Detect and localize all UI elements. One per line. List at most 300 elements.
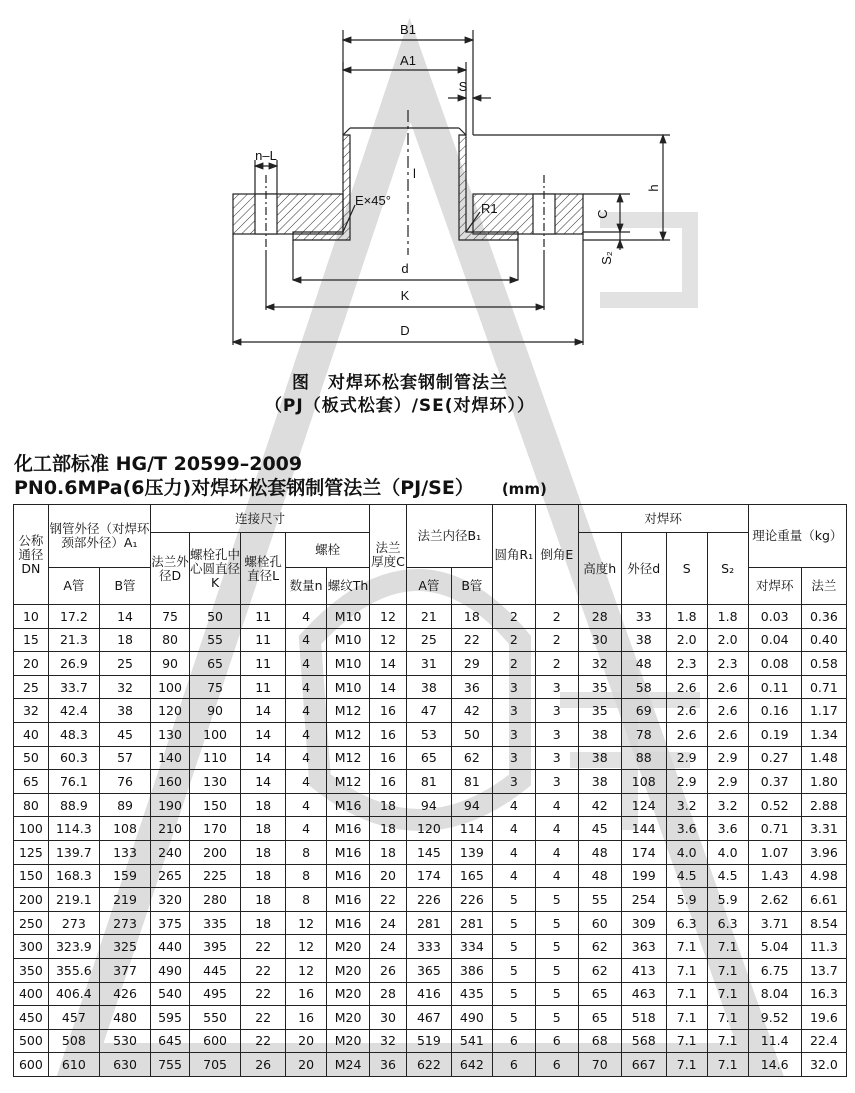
table-cell: M24 <box>327 1053 370 1077</box>
table-cell: 6.3 <box>707 911 748 935</box>
table-cell: 120 <box>151 699 190 723</box>
table-cell: 5 <box>535 982 578 1006</box>
table-cell: M16 <box>327 793 370 817</box>
table-cell: 4 <box>286 770 327 794</box>
table-cell: 150 <box>14 864 49 888</box>
table-cell: 50 <box>14 746 49 770</box>
table-cell: 4 <box>286 793 327 817</box>
table-cell: 1.48 <box>801 746 846 770</box>
table-cell: 11 <box>241 605 286 629</box>
table-cell: 5 <box>492 935 535 959</box>
table-cell: 21 <box>406 605 451 629</box>
table-cell: 7.1 <box>707 1006 748 1030</box>
table-cell: 11 <box>241 628 286 652</box>
table-cell: 14 <box>241 770 286 794</box>
table-cell: 7.1 <box>707 958 748 982</box>
table-cell: 20 <box>286 1029 327 1053</box>
table-cell: 53 <box>406 722 451 746</box>
table-cell: 32 <box>14 699 49 723</box>
table-cell: M20 <box>327 1029 370 1053</box>
table-cell: 11 <box>241 675 286 699</box>
table-cell: 100 <box>151 675 190 699</box>
table-cell: 16 <box>286 1006 327 1030</box>
table-cell: 22 <box>241 982 286 1006</box>
table-row <box>14 652 847 676</box>
table-cell: 518 <box>621 1006 666 1030</box>
table-cell: 55 <box>189 628 240 652</box>
table-cell: 18 <box>241 911 286 935</box>
table-cell: 2 <box>492 652 535 676</box>
table-row <box>14 793 847 817</box>
table-cell: 25 <box>99 652 150 676</box>
label-c: C <box>595 209 610 219</box>
table-cell: 24 <box>370 935 407 959</box>
table-cell: 1.07 <box>748 840 801 864</box>
table-cell: 4 <box>286 675 327 699</box>
table-cell: 94 <box>451 793 492 817</box>
table-cell: 508 <box>48 1029 99 1053</box>
table-cell: 4.0 <box>707 840 748 864</box>
table-cell: 3 <box>535 675 578 699</box>
table-cell: M20 <box>327 982 370 1006</box>
table-cell: 42 <box>451 699 492 723</box>
header-weight: 理论重量（kg） <box>748 505 846 568</box>
table-cell: 600 <box>14 1053 49 1077</box>
table-cell: 139.7 <box>48 840 99 864</box>
table-cell: 22.4 <box>801 1029 846 1053</box>
table-cell: 0.37 <box>748 770 801 794</box>
table-cell: 32.0 <box>801 1053 846 1077</box>
table-cell: 3.6 <box>707 817 748 841</box>
table-cell: 2 <box>492 628 535 652</box>
table-cell: 18 <box>370 840 407 864</box>
table-cell: 14.6 <box>748 1053 801 1077</box>
left-flange-section <box>233 194 343 234</box>
table-cell: 406.4 <box>48 982 99 1006</box>
table-cell: 2 <box>535 628 578 652</box>
table-cell: 2 <box>492 605 535 629</box>
table-cell: 190 <box>151 793 190 817</box>
table-cell: 4 <box>286 722 327 746</box>
table-body <box>14 605 847 1077</box>
table-cell: 3.31 <box>801 817 846 841</box>
table-cell: 273 <box>99 911 150 935</box>
table-cell: 42 <box>578 793 621 817</box>
table-cell: 365 <box>406 958 451 982</box>
table-cell: 90 <box>189 699 240 723</box>
table-cell: 16 <box>370 746 407 770</box>
table-cell: 2.6 <box>666 675 707 699</box>
table-cell: 413 <box>621 958 666 982</box>
header-ring-h: 高度h <box>578 533 621 605</box>
table-cell: 7.1 <box>666 1029 707 1053</box>
table-cell: 65 <box>578 982 621 1006</box>
table-cell: 47 <box>406 699 451 723</box>
figure-caption: 图 对焊环松套钢制管法兰 <box>292 373 508 393</box>
table-cell: 550 <box>189 1006 240 1030</box>
label-k: K <box>400 288 410 303</box>
table-cell: 45 <box>578 817 621 841</box>
table-cell: 355.6 <box>48 958 99 982</box>
table-cell: 4 <box>535 793 578 817</box>
table-cell: 120 <box>406 817 451 841</box>
table-cell: 3 <box>535 746 578 770</box>
table-cell: 3 <box>535 770 578 794</box>
table-cell: 12 <box>286 935 327 959</box>
header-pipe-a: A管 <box>48 568 99 605</box>
table-cell: M12 <box>327 770 370 794</box>
table-cell: 4 <box>492 840 535 864</box>
table-cell: 7.1 <box>666 982 707 1006</box>
table-cell: 33 <box>621 605 666 629</box>
table-cell: 33.7 <box>48 675 99 699</box>
header-weight-flange: 法兰 <box>801 568 846 605</box>
table-cell: 6 <box>492 1053 535 1077</box>
table-cell: 50 <box>189 605 240 629</box>
table-cell: 19.6 <box>801 1006 846 1030</box>
table-cell: 81 <box>451 770 492 794</box>
header-e: 倒角E <box>535 505 578 605</box>
table-cell: 309 <box>621 911 666 935</box>
table-cell: M16 <box>327 864 370 888</box>
table-cell: 18 <box>370 817 407 841</box>
table-cell: 80 <box>151 628 190 652</box>
table-cell: 2.0 <box>666 628 707 652</box>
table-cell: 3 <box>535 699 578 723</box>
header-bore-b: B管 <box>451 568 492 605</box>
table-cell: 7.1 <box>666 935 707 959</box>
table-cell: 81 <box>406 770 451 794</box>
header-bolt-circle: 螺栓孔中心圆直径K <box>189 533 240 605</box>
header-dn: 公称通径DN <box>14 505 49 605</box>
table-cell: 108 <box>621 770 666 794</box>
table-cell: 219.1 <box>48 888 99 912</box>
table-cell: 31 <box>406 652 451 676</box>
header-bore: 法兰内径B₁ <box>406 505 492 568</box>
table-cell: 110 <box>189 746 240 770</box>
table-cell: 25 <box>14 675 49 699</box>
table-cell: 38 <box>578 722 621 746</box>
table-row <box>14 1029 847 1053</box>
table-cell: 114.3 <box>48 817 99 841</box>
table-cell: 334 <box>451 935 492 959</box>
table-cell: 4 <box>535 864 578 888</box>
table-cell: 14 <box>370 675 407 699</box>
label-nl: n–L <box>255 148 277 163</box>
table-title-text: PN0.6MPa(6压力)对焊环松套钢制管法兰（PJ/SE） <box>14 477 474 499</box>
table-cell: 11 <box>241 652 286 676</box>
table-cell: 0.36 <box>801 605 846 629</box>
table-cell: 4 <box>286 628 327 652</box>
table-cell: 6 <box>535 1053 578 1077</box>
table-cell: 490 <box>151 958 190 982</box>
table-cell: 75 <box>151 605 190 629</box>
table-cell: 150 <box>189 793 240 817</box>
table-cell: 108 <box>99 817 150 841</box>
table-cell: 0.27 <box>748 746 801 770</box>
table-cell: 3.96 <box>801 840 846 864</box>
table-cell: 610 <box>48 1053 99 1077</box>
table-cell: 48 <box>578 864 621 888</box>
table-cell: 5 <box>535 958 578 982</box>
table-cell: 48 <box>578 840 621 864</box>
table-cell: 5 <box>492 911 535 935</box>
table-cell: 400 <box>14 982 49 1006</box>
table-cell: 145 <box>406 840 451 864</box>
table-cell: 7.1 <box>707 982 748 1006</box>
table-cell: 174 <box>621 840 666 864</box>
table-cell: 50 <box>451 722 492 746</box>
table-cell: 130 <box>151 722 190 746</box>
header-ring: 对焊环 <box>578 505 748 533</box>
table-cell: 21.3 <box>48 628 99 652</box>
table-cell: 0.11 <box>748 675 801 699</box>
table-cell: 18 <box>241 864 286 888</box>
table-cell: 386 <box>451 958 492 982</box>
table-cell: 541 <box>451 1029 492 1053</box>
table-cell: 36 <box>370 1053 407 1077</box>
table-cell: 3 <box>492 770 535 794</box>
table-cell: 65 <box>578 1006 621 1030</box>
table-cell: 265 <box>151 864 190 888</box>
table-cell: 1.34 <box>801 722 846 746</box>
table-cell: 18 <box>370 793 407 817</box>
header-bolt: 螺栓 <box>286 533 370 568</box>
table-cell: 6.61 <box>801 888 846 912</box>
table-cell: 14 <box>241 722 286 746</box>
table-cell: 38 <box>406 675 451 699</box>
table-cell: 62 <box>578 958 621 982</box>
table-cell: 568 <box>621 1029 666 1053</box>
table-cell: 5 <box>535 911 578 935</box>
table-cell: 0.58 <box>801 652 846 676</box>
table-cell: 26 <box>241 1053 286 1077</box>
table-row <box>14 605 847 629</box>
table-cell: 5 <box>492 982 535 1006</box>
table-cell: 2.9 <box>666 746 707 770</box>
table-cell: 645 <box>151 1029 190 1053</box>
table-cell: 170 <box>189 817 240 841</box>
table-cell: 12 <box>370 605 407 629</box>
table-cell: 8 <box>286 888 327 912</box>
table-cell: M20 <box>327 958 370 982</box>
table-cell: M20 <box>327 935 370 959</box>
flange-drawing <box>0 0 855 360</box>
table-cell: 426 <box>99 982 150 1006</box>
table-cell: 11.4 <box>748 1029 801 1053</box>
table-cell: 65 <box>189 652 240 676</box>
table-row <box>14 888 847 912</box>
table-cell: 76.1 <box>48 770 99 794</box>
table-cell: 125 <box>14 840 49 864</box>
table-cell: 280 <box>189 888 240 912</box>
table-cell: 140 <box>151 746 190 770</box>
table-cell: 2 <box>535 605 578 629</box>
table-cell: 78 <box>621 722 666 746</box>
table-cell: 540 <box>151 982 190 1006</box>
table-cell: 225 <box>189 864 240 888</box>
table-cell: 281 <box>406 911 451 935</box>
table-cell: 69 <box>621 699 666 723</box>
table-cell: 130 <box>189 770 240 794</box>
label-dd: D <box>400 323 410 338</box>
table-cell: 35 <box>578 699 621 723</box>
table-row <box>14 935 847 959</box>
table-cell: 4 <box>286 746 327 770</box>
table-cell: 199 <box>621 864 666 888</box>
table-cell: M12 <box>327 722 370 746</box>
table-cell: 500 <box>14 1029 49 1053</box>
table-cell: 226 <box>451 888 492 912</box>
table-cell: 55 <box>578 888 621 912</box>
table-cell: 70 <box>578 1053 621 1077</box>
table-cell: 3.2 <box>666 793 707 817</box>
table-cell: 60 <box>578 911 621 935</box>
table-cell: 2.3 <box>707 652 748 676</box>
table-cell: 20 <box>14 652 49 676</box>
table-cell: 219 <box>99 888 150 912</box>
table-cell: 17.2 <box>48 605 99 629</box>
table-cell: M10 <box>327 605 370 629</box>
table-cell: 2.6 <box>707 675 748 699</box>
table-cell: 35 <box>578 675 621 699</box>
table-cell: 4 <box>492 817 535 841</box>
table-row <box>14 864 847 888</box>
table-cell: 622 <box>406 1053 451 1077</box>
table-cell: 1.8 <box>666 605 707 629</box>
table-cell: 57 <box>99 746 150 770</box>
header-thickness: 法兰厚度C <box>370 505 407 605</box>
table-cell: 1.17 <box>801 699 846 723</box>
table-cell: 281 <box>451 911 492 935</box>
table-cell: 16 <box>370 699 407 723</box>
table-cell: 0.71 <box>748 817 801 841</box>
table-cell: 2.3 <box>666 652 707 676</box>
table-row <box>14 911 847 935</box>
table-cell: M16 <box>327 840 370 864</box>
table-cell: 18 <box>241 793 286 817</box>
table-cell: 667 <box>621 1053 666 1077</box>
header-pipe-od: 钢管外径（对焊环颈部外径）A₁ <box>48 505 150 568</box>
table-cell: 5 <box>535 1006 578 1030</box>
label-d: d <box>401 261 409 276</box>
table-cell: 4.98 <box>801 864 846 888</box>
table-cell: 2.88 <box>801 793 846 817</box>
table-cell: 168.3 <box>48 864 99 888</box>
table-cell: 5 <box>492 1006 535 1030</box>
table-cell: 62 <box>451 746 492 770</box>
table-cell: 32 <box>578 652 621 676</box>
table-cell: M10 <box>327 628 370 652</box>
table-cell: 88.9 <box>48 793 99 817</box>
table-row <box>14 982 847 1006</box>
table-cell: 8.54 <box>801 911 846 935</box>
table-cell: 4.5 <box>707 864 748 888</box>
table-cell: 36 <box>451 675 492 699</box>
flange-dimension-table <box>13 504 847 1077</box>
table-cell: 20 <box>370 864 407 888</box>
table-cell: 2.6 <box>666 722 707 746</box>
table-cell: 240 <box>151 840 190 864</box>
table-cell: 375 <box>151 911 190 935</box>
table-cell: 30 <box>578 628 621 652</box>
table-cell: 48.3 <box>48 722 99 746</box>
table-cell: 94 <box>406 793 451 817</box>
table-cell: 12 <box>286 911 327 935</box>
table-cell: 0.08 <box>748 652 801 676</box>
table-cell: 3 <box>492 722 535 746</box>
table-cell: 22 <box>241 958 286 982</box>
table-cell: 18 <box>99 628 150 652</box>
table-cell: 22 <box>370 888 407 912</box>
table-cell: 200 <box>189 840 240 864</box>
table-cell: 58 <box>621 675 666 699</box>
table-cell: 273 <box>48 911 99 935</box>
table-cell: 0.19 <box>748 722 801 746</box>
table-cell: 8 <box>286 864 327 888</box>
header-bore-a: A管 <box>406 568 451 605</box>
table-cell: M16 <box>327 888 370 912</box>
header-flange-od: 法兰外径D <box>151 533 190 605</box>
table-cell: 333 <box>406 935 451 959</box>
table-cell: 89 <box>99 793 150 817</box>
table-cell: 32 <box>370 1029 407 1053</box>
table-cell: 20 <box>286 1053 327 1077</box>
table-cell: 65 <box>406 746 451 770</box>
table-cell: 250 <box>14 911 49 935</box>
table-cell: 5.9 <box>666 888 707 912</box>
table-cell: 467 <box>406 1006 451 1030</box>
table-cell: 18 <box>241 817 286 841</box>
header-weight-ring: 对焊环 <box>748 568 801 605</box>
table-cell: 7.1 <box>707 1053 748 1077</box>
table-cell: 3 <box>492 746 535 770</box>
table-cell: M16 <box>327 817 370 841</box>
standard-title: 化工部标准 HG/T 20599–2009 <box>14 453 303 475</box>
table-cell: 133 <box>99 840 150 864</box>
table-cell: 490 <box>451 1006 492 1030</box>
label-a1: A1 <box>400 53 416 68</box>
table-cell: 45 <box>99 722 150 746</box>
table-cell: M20 <box>327 1006 370 1030</box>
table-cell: 5.04 <box>748 935 801 959</box>
table-cell: 90 <box>151 652 190 676</box>
label-h: h <box>646 184 661 192</box>
table-cell: 30 <box>370 1006 407 1030</box>
table-cell: 38 <box>621 628 666 652</box>
header-bolt-th: 螺纹Th <box>327 568 370 605</box>
header-pipe-b: B管 <box>99 568 150 605</box>
table-cell: 18 <box>241 888 286 912</box>
table-cell: 4 <box>286 652 327 676</box>
table-cell: 10 <box>14 605 49 629</box>
table-cell: 14 <box>241 746 286 770</box>
table-cell: 48 <box>621 652 666 676</box>
table-cell: 630 <box>99 1053 150 1077</box>
table-cell: 4 <box>535 817 578 841</box>
table-cell: 0.16 <box>748 699 801 723</box>
table-row <box>14 958 847 982</box>
table-cell: 1.80 <box>801 770 846 794</box>
label-s2: S₂ <box>599 251 614 265</box>
table-row <box>14 1053 847 1077</box>
table-cell: 60.3 <box>48 746 99 770</box>
figure-subcaption: （PJ（板式松套）/SE(对焊环）） <box>264 396 536 416</box>
table-cell: 2.9 <box>707 770 748 794</box>
table-cell: 22 <box>241 1006 286 1030</box>
table-cell: M12 <box>327 699 370 723</box>
table-cell: 7.1 <box>666 958 707 982</box>
